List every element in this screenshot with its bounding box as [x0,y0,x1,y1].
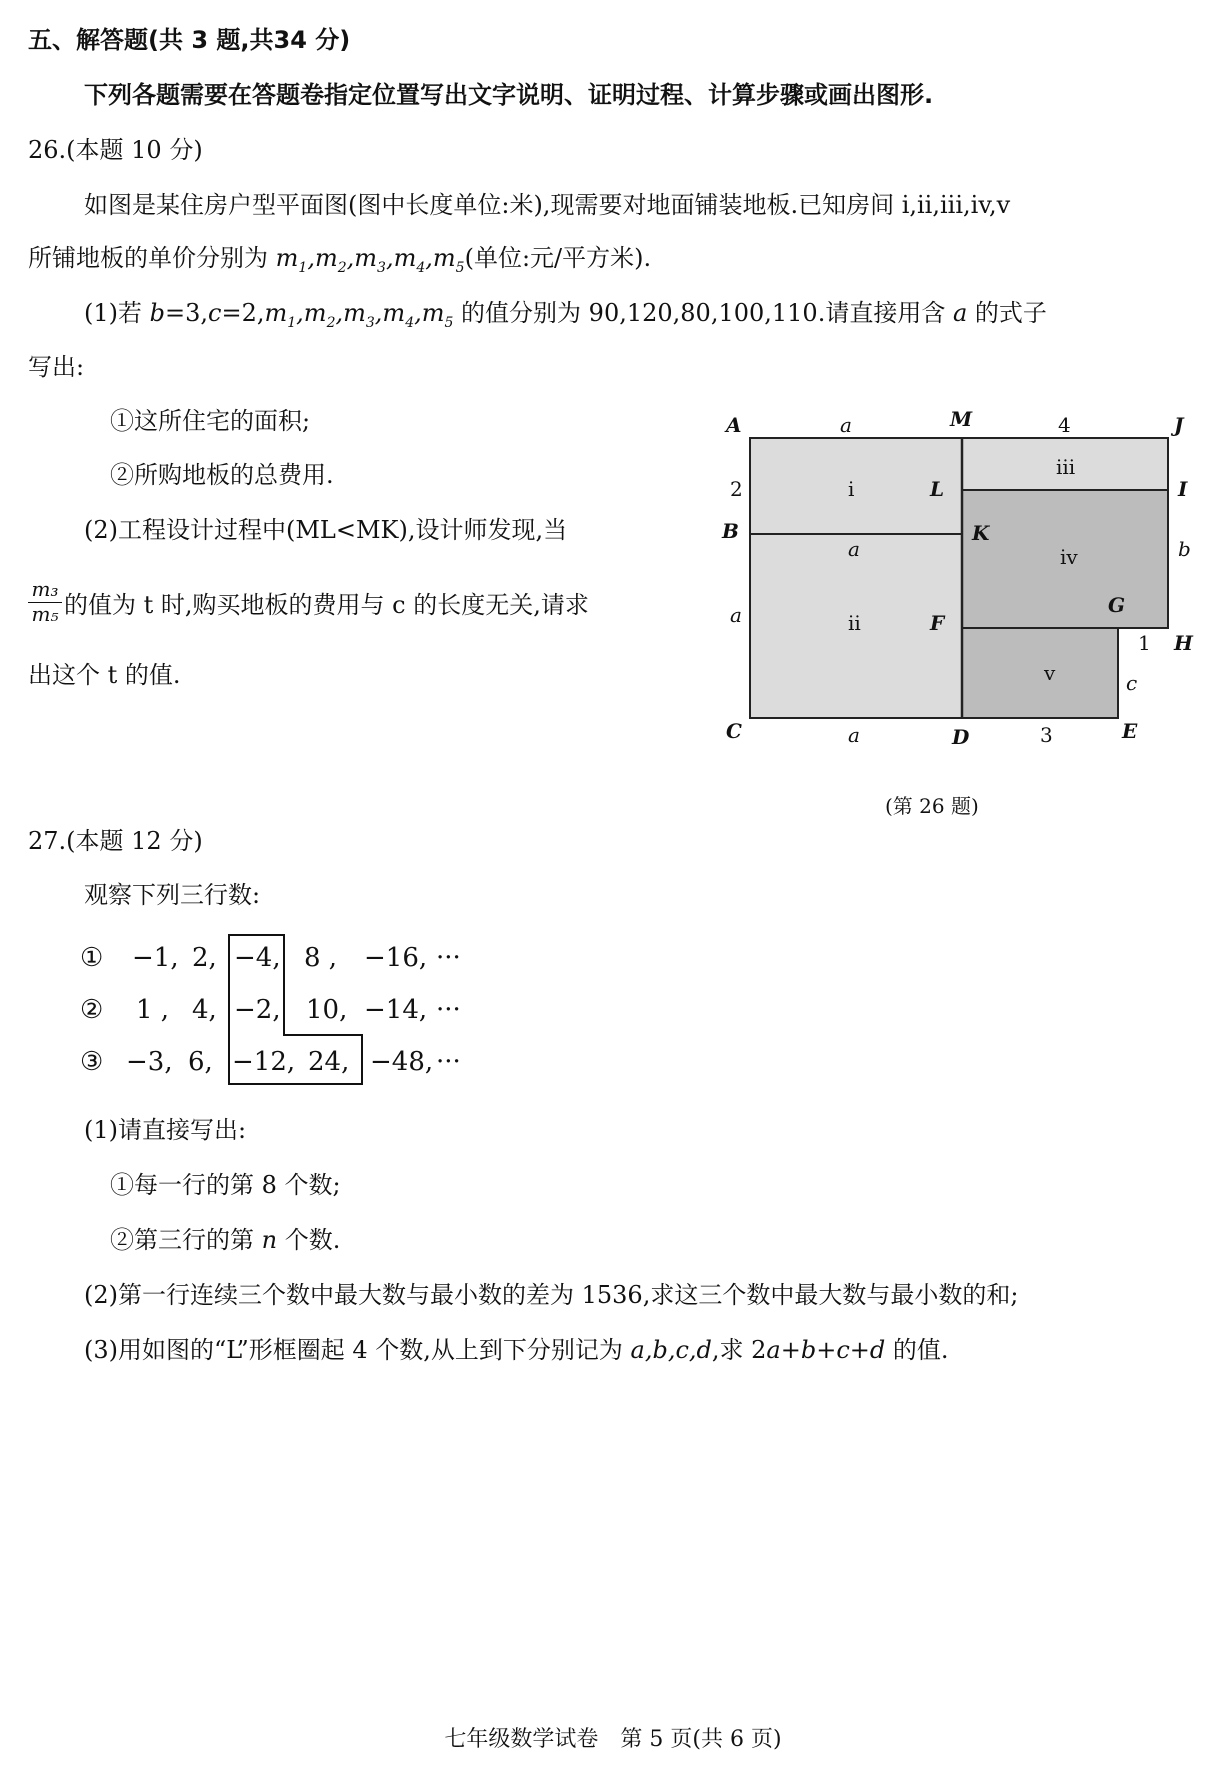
q27-part2: (2)第一行连续三个数中最大数与最小数的差为 1536,求这三个数中最大数与最小数的和; [84,1281,1019,1309]
length-bottom-a: a [848,723,860,747]
length-left-a: a [730,603,742,627]
point-C: C [726,719,742,743]
q27-part1b: ②第三行的第 n 个数. [110,1226,341,1254]
section-title: 五、解答题(共 3 题,共34 分) [28,26,351,54]
length-top-4: 4 [1058,413,1071,437]
room-label-i: i [848,477,855,501]
figure-caption: (第 26 题) [885,794,979,818]
point-M: M [950,407,973,431]
q26-part2-line1: (2)工程设计过程中(ML<MK),设计师发现,当 [84,516,568,544]
length-right-c: c [1126,671,1138,695]
q26-header: 26.(本题 10 分) [28,136,203,164]
q27-part3: (3)用如图的“L”形框圈起 4 个数,从上到下分别记为 a,b,c,d,求 2a+b+c+d 的值. [84,1336,949,1364]
q27-header: 27.(本题 12 分) [28,827,203,855]
point-H: H [1174,631,1193,655]
room-label-v: v [1044,661,1056,685]
q26-line1: 如图是某住房户型平面图(图中长度单位:米),现需要对地面铺装地板.已知房间 i,ii,iii,iv,v [84,191,1011,219]
fraction-m3-m5: $\frac{\text{m₃}}{\text{m₅}}$ [28,578,62,625]
q26-part1: (1)若 $b=3,c=2,m_1,m_2,m_3,m_4,m_5$ 的值分别为 90,120,80,100,110.请直接用含 a 的式子 [84,299,1047,331]
q26-part2-line2: 的值为 t 时,购买地板的费用与 c 的长度无关,请求 [64,591,589,619]
length-mid-a: a [848,537,860,561]
point-K: K [972,521,990,545]
point-G: G [1108,593,1126,617]
q27-part1: (1)请直接写出: [84,1116,247,1144]
q26-part2-line3: 出这个 t 的值. [28,661,181,689]
point-A: A [726,413,742,437]
point-L: L [930,477,945,501]
point-F: F [930,611,945,635]
q27-intro: 观察下列三行数: [84,881,261,909]
room-label-iii: iii [1056,455,1076,479]
q26-part1-line2: 写出: [28,353,85,381]
l-shaped-frame [228,934,368,1086]
page-footer: 七年级数学试卷 第 5 页(共 6 页) [444,1727,782,1752]
q26-item2: ②所购地板的总费用. [110,461,334,489]
q26-item1: ①这所住宅的面积; [110,407,311,435]
length-top-a: a [840,413,852,437]
q26-line2: 所铺地板的单价分别为 $m_1,m_2,m_3,m_4,m_5$(单位:元/平方米). [28,244,652,276]
length-right-b: b [1178,537,1191,561]
section-instruction: 下列各题需要在答题卷指定位置写出文字说明、证明过程、计算步骤或画出图形. [84,81,934,109]
room-label-ii: ii [848,611,861,635]
point-B: B [722,519,739,543]
q27-part1a: ①每一行的第 8 个数; [110,1171,341,1199]
point-J: J [1174,413,1184,437]
length-bottom-3: 3 [1040,723,1053,747]
room-v [962,628,1118,718]
point-E: E [1122,719,1138,743]
floor-plan-figure [720,405,1200,785]
point-I: I [1178,477,1188,501]
length-left-2: 2 [730,477,743,501]
room-label-iv: iv [1060,545,1078,569]
point-D: D [952,725,970,749]
length-gh-1: 1 [1138,631,1151,655]
